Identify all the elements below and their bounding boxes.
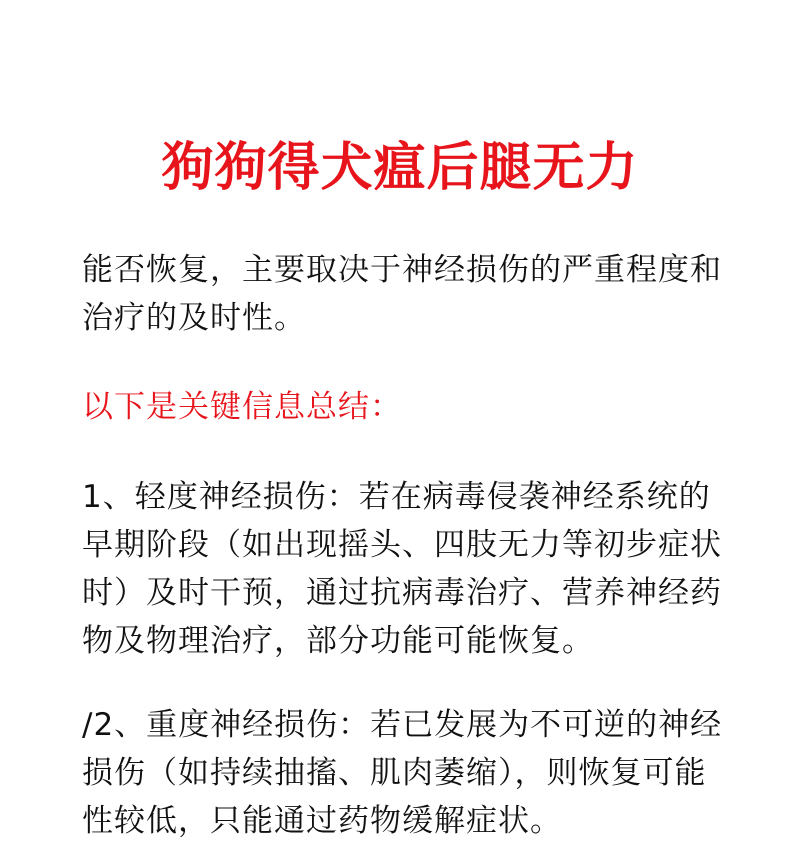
page-title: 狗狗得犬瘟后腿无力	[161, 138, 639, 198]
mild-damage-paragraph: 1、轻度神经损伤：若在病毒侵袭神经系统的早期阶段（如出现摇头、四肢无力等初步症状时）及时干预，通过抗病毒治疗、营养神经药物及物理治疗，部分功能可能恢复。	[82, 479, 722, 659]
summary-heading: 以下是关键信息总结：	[82, 389, 402, 425]
intro-paragraph: 能否恢复，主要取决于神经损伤的严重程度和治疗的及时性。	[82, 252, 722, 336]
severe-damage-paragraph: /2、重度神经损伤：若已发展为不可逆的神经损伤（如持续抽搐、肌肉萎缩），则恢复可能性较低，只能通过药物缓解症状。	[82, 707, 723, 839]
